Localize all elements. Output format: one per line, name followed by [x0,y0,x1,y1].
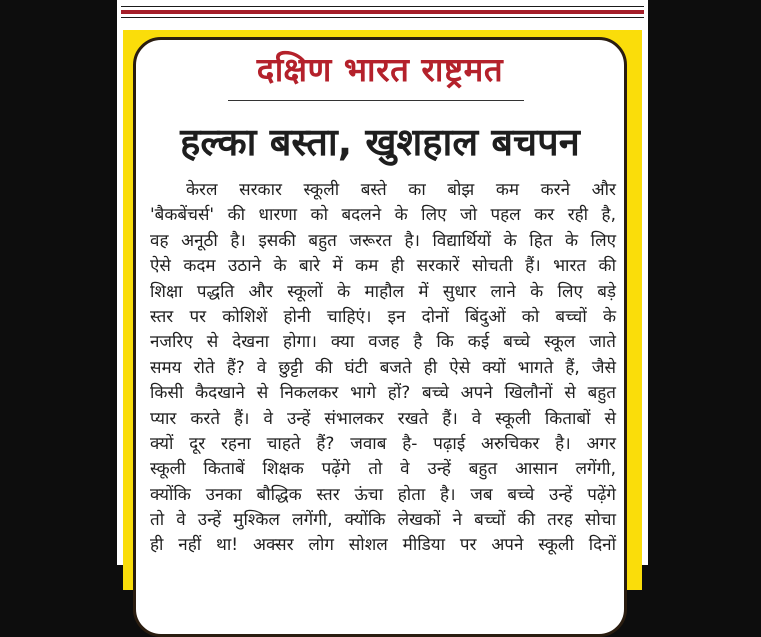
article-body [150,178,616,559]
body-line: शिक्षा पद्धति और स्कूलों के माहौल में सुधार लाने के लिए बड़े [150,281,616,302]
body-line: क्योंकि उनका बौद्धिक स्तर ऊंचा होता है। जब बच्चे उन्हें पढ़ेंगे [150,484,616,505]
editorial-frame [123,30,642,590]
body-line: किसी कैदखाने से निकलकर भागे हों? बच्चे अपने खिलौनों से बहुत [150,383,616,404]
body-line: स्तर पर कोशिशें होनी चाहिएं। इन दोनों बिंदुओं को बच्चों के [150,306,616,327]
body-line: तो वे उन्हें मुश्किल लगेंगी, क्योंकि लेखकों ने बच्चों की तरह सोचा [150,510,616,531]
body-line: स्कूली किताबें शिक्षक पढ़ेंगे तो वे उन्हें बहुत आसान लगेंगी, [150,459,616,480]
body-line: प्यार करते हैं। वे उन्हें संभालकर रखते हैं। वे स्कूली किताबों से [150,408,616,429]
masthead-title: दक्षिण भारत राष्ट्रमत [256,50,504,89]
body-line: वह अनूठी है। इसकी बहुत जरूरत है। विद्यार्थियों के हित के लिए [150,230,616,251]
red-rule-line [121,10,644,14]
body-line: क्यों दूर रहना चाहते हैं? जवाब है- पढ़ाई अरुचिकर है। अगर [150,433,616,454]
editorial-box [133,37,627,637]
article-headline: हल्का बस्ता, खुशहाल बचपन [180,120,580,164]
body-line: नजरिए से देखना होगा। क्या वजह है कि कई बच्चे स्कूल जाते [150,332,616,353]
body-line: समय रोते हैं? वे छुट्टी की घंटी बजते ही ऐसे क्यों भागते हैं, जैसे [150,357,616,378]
body-line: ऐसे कदम उठाने के बारे में कम ही सरकारें सोचती हैं। भारत की [150,256,616,277]
bottom-rule-line [121,17,644,18]
masthead-divider [228,100,524,101]
body-line: 'बैकबेंचर्स' की धारणा को बदलने के लिए जो पहल कर रही है, [150,205,616,226]
body-line: ही नहीं था! अक्सर लोग सोशल मीडिया पर अपने स्कूली दिनों [150,535,616,556]
newspaper-page [117,0,648,565]
top-rule-line [121,6,644,7]
body-line: केरल सरकार स्कूली बस्ते का बोझ कम करने और [186,180,616,200]
